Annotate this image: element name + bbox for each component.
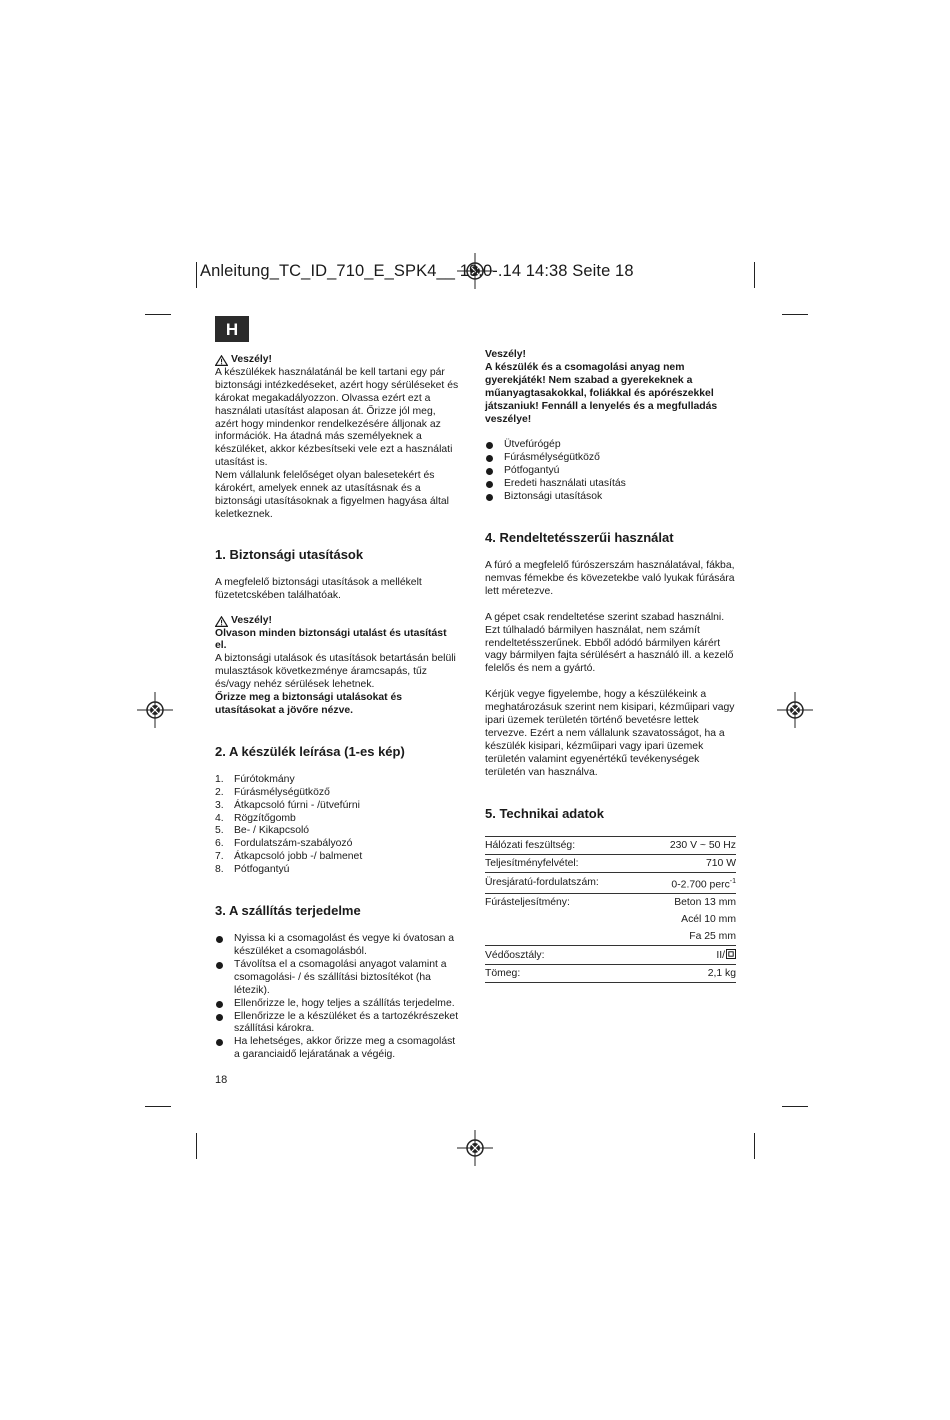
section-heading: 5. Technikai adatok [485,805,604,821]
crop-mark [196,1133,197,1159]
table-row: Üresjáratú-fordulatszám: 0-2.700 perc$^{-1}$ [485,872,736,893]
list-item: Biztonsági utasítások [485,491,737,504]
section-heading: 1. Biztonsági utasítások [215,546,364,562]
right-column [485,349,737,983]
danger-text: A készülék és a csomagolási anyag nem gyerekjáték! Nem szabad a gyerekeknek a műanyagtasakokkal, foliákkal és apórészekkel játszaniuk! Fennáll a lenyelés és a megfulladás veszélye! [485,361,718,425]
list-item: 6. Fordulatszám-szabályozó [215,838,353,850]
danger-heading [215,615,460,628]
crop-mark [782,1106,808,1107]
usage-text: A fúró a megfelelő fúrószerszám használatával, fákba, nemvas fémekbe és kövezetekbe való lyukak fúrására lett méretezve. [485,559,735,597]
safety-text: A biztonsági utalások és utasítások betartásán belüli mulasztások következménye áramcsapás, tűz és/vagy nehéz sérülések lehetnek. [215,653,456,691]
section-heading: 3. A szállítás terjedelme [215,903,361,919]
protection-class-icon [726,949,736,959]
table-row: Acél 10 mm [681,914,736,926]
list-item: Ütvefúrógép [485,439,737,452]
danger-text: A készülékek használatánál be kell tartani egy pár biztonsági intézkedéseket, azért hogy sérüléseket és károkat megakadályozzon. Olvassa ezért ezt a használati utasítást alaposan át. Őrizze jól meg, azért hogy mindenkor rendelkezésére álljonak az információk. Ha átadná más személyeknek a készüléket, akkor kézbesítseki vele ezt a használati utasítást is. [215,366,459,469]
list-item: 3. Átkapcsoló fúrni - /ütvefúrni [215,799,360,811]
table-row: Hálózati feszültség: 230 V ~ 50 Hz [485,836,736,854]
list-item: 7. Átkapcsoló jobb -/ balmenet [215,851,363,863]
table-row: Fa 25 mm [485,928,736,946]
list-item: Ellenőrizze le, hogy teljes a szállítás terjedelme. [215,998,460,1011]
registration-mark-icon [777,692,813,728]
list-item: 2. Fúrásmélységütköző [215,786,330,798]
list-item: Ha lehetséges, akkor őrizze meg a csomagolást a garanciaidő lejáratának a végéig. [215,1036,460,1062]
warning-icon [215,616,228,627]
crop-mark [145,314,171,315]
language-badge: H [215,316,249,342]
danger-title: Veszély! [231,614,273,626]
parts-list [215,774,460,877]
list-item: Távolítsa el a csomagolási anyagot valamint a csomagolási- / és szállítási biztosítékot (ha létezik). [215,959,460,998]
page-number: 18 [215,1074,228,1086]
delivery-contents [485,439,737,504]
crop-mark [782,314,808,315]
section-heading: 4. Rendeltetésszerűi használat [485,529,674,545]
danger-title: Veszély! [231,354,273,365]
left-column [215,354,460,1062]
registration-mark-icon [457,1130,493,1166]
list-item: Nyissa ki a csomagolást és vegye ki óvatosan a készüléket a csomagolásból. [215,933,460,959]
crop-mark [145,1106,171,1107]
safety-bold-text: Olvason minden biztonsági utalást és utasítást el. [215,627,447,652]
danger-title: Veszély! [485,349,527,360]
registration-mark-icon [137,692,173,728]
list-item: 8. Pótfogantyú [215,864,290,876]
crop-mark [754,262,755,288]
table-row: Védőosztály: II/ [485,946,736,965]
list-item: 1. Fúrótokmány [215,773,295,785]
crop-mark [196,262,197,288]
section-heading: 2. A készülék leírása (1-es kép) [215,743,405,759]
safety-text: A megfelelő biztonsági utasítások a mellékelt füzetetcskében találhatóak. [215,576,422,601]
table-row: Tömeg: 2,1 kg [485,965,736,983]
list-item: 5. Be- / Kikapcsoló [215,825,310,837]
list-item: 4. Rögzítőgomb [215,812,296,824]
danger-heading [215,354,460,367]
file-header: Anleitung_TC_ID_710_E_SPK4__ 19.0‑.14 14:38 Seite 18 [200,262,634,280]
table-row: Teljesítményfelvétel: 710 W [485,854,736,872]
usage-text: Kérjük vegye figyelembe, hogy a készülékeink a meghatározásuk szerint nem kisipari, kézműipari vagy ipari üzemek területén történő bevetésre lettek tervezve. Ezért a nem vállalunk szavatosságot, ha a készülék kisipari, kézműipari vagy ipari üzemek területén valamint egyenértékű tevékenységek területén van használva. [485,689,735,778]
liability-text: Nem vállalunk felelőséget olyan balesetekért és károkért, amelyek ennek az utasításnak és a biztonsági utasításoknak a figyelmen hagyása által keletkeznek. [215,470,449,520]
list-item: Ellenőrizze le a készüléket és a tartozékrészeket szállítási károkra. [215,1011,460,1037]
tech-data-table [485,836,736,983]
list-item: Fúrásmélységütköző [485,452,737,465]
warning-icon [215,355,228,366]
usage-text: A gépet csak rendeltetése szerint szabad használni. Ezt túlhaladó bármilyen használat, nem számít rendeltetésszerűnek. Ebből adódó bármilyen kárért vagy bármilyen fajta sérülésért a használó ill. a kezelő felelős és nem a gyártó. [485,611,734,675]
safety-bold-text: Őrizze meg a biztonsági utalásokat és utasításokat a jövőre nézve. [215,692,403,716]
list-item: Pótfogantyú [485,465,737,478]
crop-mark [754,1133,755,1159]
list-item: Eredeti használati utasítás [485,478,737,491]
table-row: Fúrásteljesítmény: Beton 13 mm [485,897,736,909]
delivery-steps [215,933,460,1062]
